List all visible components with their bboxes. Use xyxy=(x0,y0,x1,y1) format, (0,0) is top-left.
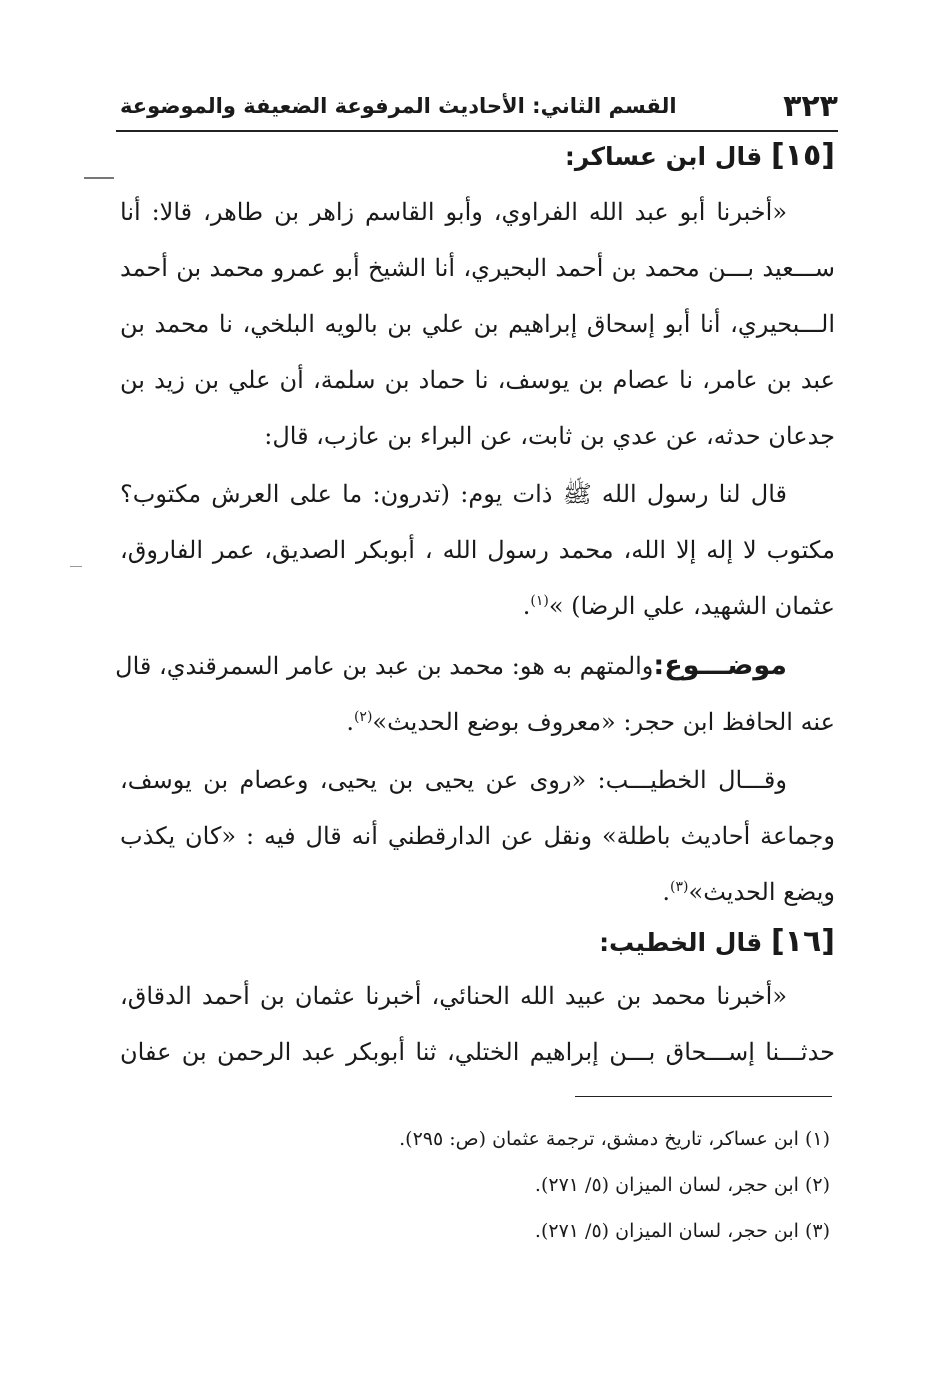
footnote-number: (٣) xyxy=(804,1220,830,1242)
footnote xyxy=(120,1208,830,1254)
text-line: «أخبرنا محمد بن عبيد الله الحنائي، أخبرنا عثمان بن أحمد الدقاق، xyxy=(120,982,787,1010)
footnote-ref[interactable]: (٣) xyxy=(670,879,689,895)
footnote-separator xyxy=(575,1096,832,1097)
verdict-paragraph xyxy=(115,638,835,750)
text-fragment: والمتهم به هو: محمد بن عبد بن عامر السمرقندي، قال xyxy=(115,652,654,680)
verdict-label: موضـــوع: xyxy=(653,650,787,681)
matn-paragraph xyxy=(120,466,835,634)
text-line: الـــبحيري، أنا أبو إسحاق إبراهيم بن علي بن بالويه البلخي، نا محمد بن xyxy=(120,310,835,338)
text-line: «أخبرنا أبو عبد الله الفراوي، وأبو القاسم زاهر بن طاهر، قالا: أنا xyxy=(120,198,787,226)
text-fragment: ويضع الحديث» xyxy=(688,878,835,906)
text-line: عثمان الشهيد، علي الرضا) »$^{(١)}$. xyxy=(522,592,835,620)
text-line: حدثـــنا إســـحاق بـــن إبراهيم الختلي، ثنا أبوبكر عبد الرحمن بن عفان xyxy=(120,1038,835,1066)
margin-mark xyxy=(70,566,82,567)
isnad-paragraph xyxy=(120,184,835,464)
entry-heading: قال الخطيب: xyxy=(599,928,763,957)
text-line: قال لنا رسول الله ﷺ ذات يوم: (تدرون: ما على العرش مكتوب؟ xyxy=(120,480,787,508)
footnote-number: (١) xyxy=(804,1128,830,1150)
footnote xyxy=(120,1162,830,1208)
khatib-paragraph xyxy=(120,752,835,920)
margin-mark xyxy=(84,177,114,179)
text-line: ويضع الحديث»$^{(٣)}$. xyxy=(662,878,835,906)
text-fragment: عنه الحافظ ابن حجر: «معروف بوضع الحديث» xyxy=(372,708,835,736)
entry-number: [١٥] xyxy=(770,138,835,173)
text-line: مكتوب لا إله إلا الله، محمد رسول الله ، أبوبكر الصديق، عمر الفاروق، xyxy=(120,536,835,564)
footnote-number: (٢) xyxy=(804,1174,830,1196)
entry-16-paragraph xyxy=(120,968,835,1080)
text-fragment: عثمان الشهيد، علي الرضا) » xyxy=(548,592,835,620)
running-title: القسم الثاني: الأحاديث المرفوعة الضعيفة والموضوعة xyxy=(120,94,677,118)
footnote-text: ابن عساكر، تاريخ دمشق، ترجمة عثمان (ص: ٢٩٥). xyxy=(399,1128,799,1150)
footnote-text: ابن حجر، لسان الميزان (٥/ ٢٧١). xyxy=(534,1220,799,1242)
footnote-ref[interactable]: (٢) xyxy=(353,709,373,725)
entry-heading: قال ابن عساكر: xyxy=(564,142,763,171)
entry-16-heading xyxy=(120,924,835,959)
page-header xyxy=(120,86,838,126)
footnote-ref[interactable]: (١) xyxy=(530,593,549,609)
page-number: ٣٢٣ xyxy=(783,88,838,124)
header-rule xyxy=(116,130,838,132)
footnote-text: ابن حجر، لسان الميزان (٥/ ٢٧١). xyxy=(534,1174,799,1196)
text-line: ســـعيد بـــن محمد بن أحمد البحيري، أنا الشيخ أبو عمرو محمد بن أحمد xyxy=(120,254,835,282)
text-line: وجماعة أحاديث باطلة» ونقل عن الدارقطني أنه قال فيه : «كان يكذب xyxy=(120,822,835,850)
text-line: وقـــال الخطيـــب: «روى عن يحيى بن يحيى، وعصام بن يوسف، xyxy=(120,766,787,794)
text-line: عنه الحافظ ابن حجر: «معروف بوضع الحديث»$^{(٢)}$. xyxy=(346,708,835,736)
footnotes xyxy=(120,1116,830,1254)
entry-15-heading xyxy=(120,138,835,173)
text-line: عبد بن عامر، نا عصام بن يوسف، نا حماد بن سلمة، أن علي بن زيد بن xyxy=(120,366,835,394)
entry-number: [١٦] xyxy=(770,924,835,959)
text-line xyxy=(115,638,835,694)
footnote xyxy=(120,1116,830,1162)
text-line: جدعان حدثه، عن عدي بن ثابت، عن البراء بن عازب، قال: xyxy=(264,422,835,450)
